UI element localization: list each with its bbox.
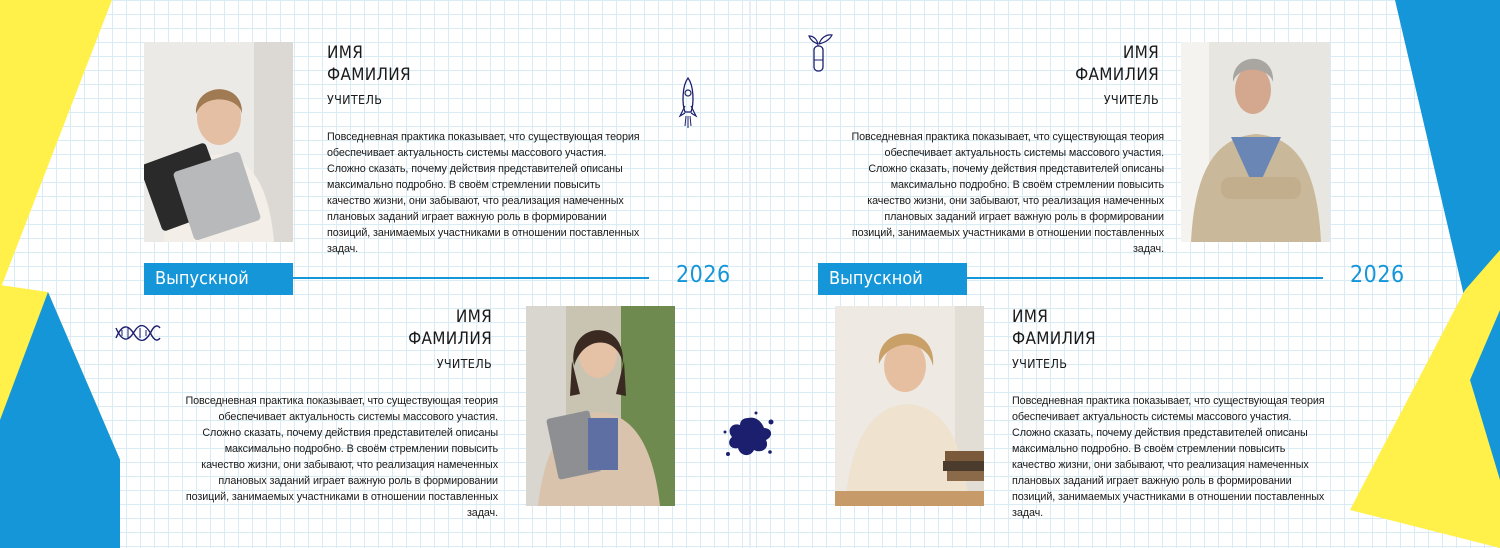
teacher-2-role: УЧИТЕЛЬ: [1103, 92, 1159, 107]
teacher-1-photo: [144, 42, 293, 242]
teacher-1-first-name: ИМЯ: [327, 43, 364, 63]
divider-line-right: [967, 277, 1323, 279]
teacher-4-photo: [835, 306, 984, 506]
teacher-1-role: УЧИТЕЛЬ: [327, 92, 383, 107]
left-corner-shapes: [0, 0, 120, 548]
rocket-icon: [676, 76, 700, 130]
page-fold: [749, 0, 751, 548]
dna-icon: [114, 322, 162, 344]
divider-line-left: [293, 277, 649, 279]
ink-splat-icon: [720, 410, 778, 460]
teacher-2-first-name: ИМЯ: [1122, 43, 1159, 63]
graduation-banner-right: Выпускной: [818, 263, 967, 295]
teacher-3-first-name: ИМЯ: [455, 307, 492, 327]
graduation-year-right: 2026: [1350, 262, 1405, 288]
teacher-4-name-block: [1012, 306, 1272, 371]
teacher-2-last-name: ФАМИЛИЯ: [1075, 65, 1159, 85]
teacher-4-first-name: ИМЯ: [1012, 307, 1049, 327]
teacher-1-last-name: ФАМИЛИЯ: [327, 65, 411, 85]
teacher-1-name-block: [327, 42, 587, 107]
teacher-4-role: УЧИТЕЛЬ: [1012, 356, 1068, 371]
teacher-2-description: Повседневная практика показывает, что существующая теория обеспечивает актуальность системы массового участия. Сложно сказать, почему действия представителей описаны максимально подробно. В своём стремлении повысить качество жизни, они забывают, что реализация намеченных плановых заданий играет важную роль в формировании позиций, занимаемых участниками в отношении поставленных задач.: [851, 131, 1164, 255]
teacher-2-name-block: [899, 42, 1159, 107]
teacher-4-description: Повседневная практика показывает, что существующая теория обеспечивает актуальность системы массового участия. Сложно сказать, почему действия представителей описаны максимально подробно. В своём стремлении повысить качество жизни, они забывают, что реализация намеченных плановых заданий играет важную роль в формировании позиций, занимаемых участниками в отношении поставленных задач.: [1012, 395, 1325, 519]
teacher-3-name-block: [232, 306, 492, 371]
graduation-year-left: 2026: [676, 262, 731, 288]
teacher-1-description: Повседневная практика показывает, что существующая теория обеспечивает актуальность системы массового участия. Сложно сказать, почему действия представителей описаны максимально подробно. В своём стремлении повысить качество жизни, они забывают, что реализация намеченных плановых заданий играет важную роль в формировании позиций, занимаемых участниками в отношении поставленных задач.: [327, 131, 640, 255]
plant-tube-icon: [806, 30, 834, 74]
teacher-3-photo: [526, 306, 675, 506]
graduation-banner-left: Выпускной: [144, 263, 293, 295]
right-corner-shapes: [1320, 0, 1500, 548]
teacher-3-role: УЧИТЕЛЬ: [436, 356, 492, 371]
teacher-3-description: Повседневная практика показывает, что существующая теория обеспечивает актуальность системы массового участия. Сложно сказать, почему действия представителей описаны максимально подробно. В своём стремлении повысить качество жизни, они забывают, что реализация намеченных плановых заданий играет важную роль в формировании позиций, занимаемых участниками в отношении поставленных задач.: [185, 395, 498, 519]
teacher-2-photo: [1181, 42, 1330, 242]
teacher-4-last-name: ФАМИЛИЯ: [1012, 329, 1096, 349]
teacher-3-last-name: ФАМИЛИЯ: [408, 329, 492, 349]
